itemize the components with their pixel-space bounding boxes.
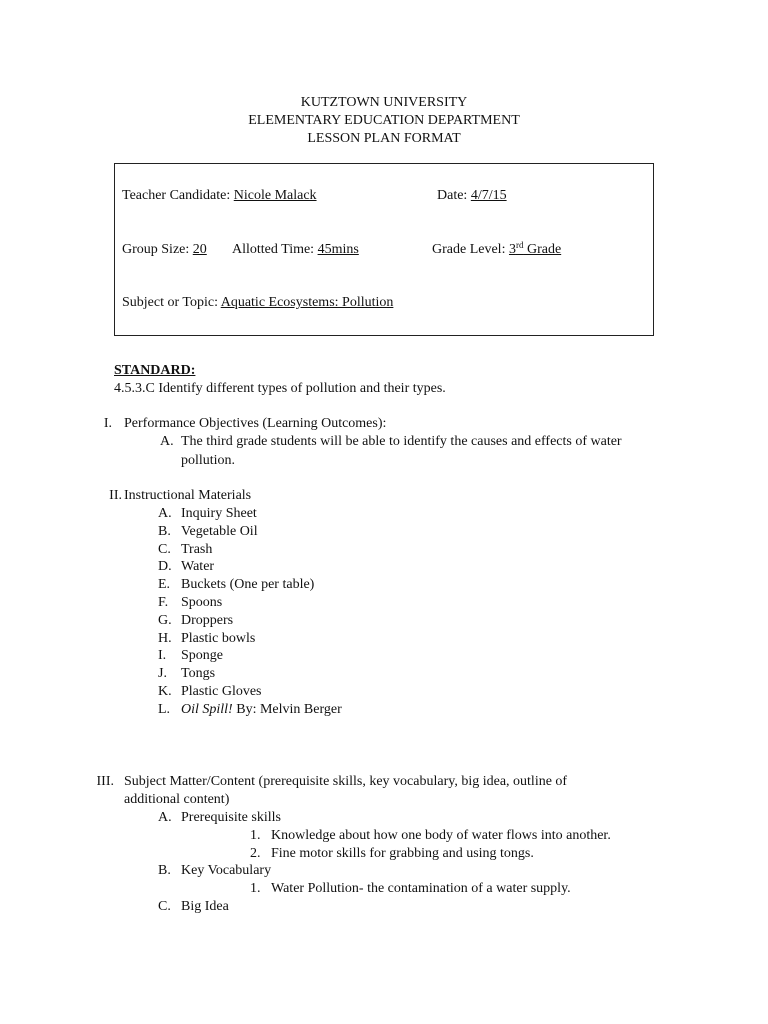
section-2-title: Instructional Materials <box>124 488 252 503</box>
big-idea-letter: C. <box>158 899 171 914</box>
section-1-numeral: I. <box>103 416 112 431</box>
material-item: Droppers <box>181 613 234 628</box>
material-letter: G. <box>158 613 172 628</box>
group-size-label: Group Size: <box>122 242 190 257</box>
material-letter: I. <box>158 648 167 663</box>
material-item: Plastic bowls <box>181 631 256 646</box>
prereq-heading: Prerequisite skills <box>181 810 281 825</box>
section-1-item-line1: The third grade students will be able to identify the causes and effects of water <box>181 434 622 449</box>
allotted-time-value: 45mins <box>317 242 359 257</box>
section-3-title-line2: additional content) <box>124 792 230 807</box>
teacher-label: Teacher Candidate: <box>122 188 231 203</box>
prereq-1-text: Knowledge about how one body of water flows into another. <box>271 828 611 843</box>
allotted-time-label: Allotted Time: <box>232 242 315 257</box>
department-heading: ELEMENTARY EDUCATION DEPARTMENT <box>248 113 520 128</box>
standard-heading: STANDARD: <box>114 363 196 378</box>
date-row <box>437 187 507 204</box>
section-3-title-line1: Subject Matter/Content (prerequisite skills, key vocabulary, big idea, outline of <box>124 774 568 789</box>
grade-level-value: 3rd Grade <box>508 240 562 257</box>
material-letter: B. <box>158 524 171 539</box>
material-letter: D. <box>158 559 172 574</box>
material-item: Tongs <box>181 666 216 681</box>
teacher-value: Nicole Malack <box>233 188 317 203</box>
teacher-candidate-row <box>122 187 317 204</box>
material-letter: A. <box>158 506 172 521</box>
subject-label: Subject or Topic: <box>122 295 218 310</box>
university-heading: KUTZTOWN UNIVERSITY <box>300 95 468 110</box>
subject-value: Aquatic Ecosystems: Pollution <box>220 295 394 310</box>
material-item: Water <box>181 559 215 574</box>
section-1-item-letter: A. <box>160 434 174 449</box>
material-item: Spoons <box>181 595 223 610</box>
material-letter: F. <box>158 595 169 610</box>
date-value: 4/7/15 <box>470 188 507 203</box>
book-author: By: Melvin Berger <box>232 702 342 717</box>
allotted-time-row <box>232 241 359 258</box>
material-item: Sponge <box>181 648 223 663</box>
format-heading: LESSON PLAN FORMAT <box>307 131 461 146</box>
material-item: Inquiry Sheet <box>181 506 257 521</box>
grade-level-label: Grade Level: <box>432 242 506 257</box>
subject-topic-row <box>122 294 393 311</box>
section-1-title: Performance Objectives (Learning Outcomes): <box>124 416 387 431</box>
group-size-value: 20 <box>192 242 207 257</box>
material-letter: J. <box>158 666 167 681</box>
material-letter: E. <box>158 577 171 592</box>
material-letter: L. <box>158 702 171 717</box>
prereq-letter: A. <box>158 810 172 825</box>
material-letter: K. <box>158 684 172 699</box>
material-letter: C. <box>158 542 171 557</box>
vocab-1-num: 1. <box>250 881 261 896</box>
material-item: Buckets (One per table) <box>181 577 315 592</box>
grade-level-row <box>432 241 561 258</box>
book-title: Oil Spill! <box>181 702 233 717</box>
standard-text: 4.5.3.C Identify different types of pollution and their types. <box>114 381 446 396</box>
section-3-numeral: III. <box>96 774 114 789</box>
material-item: Trash <box>181 542 213 557</box>
material-letter: H. <box>158 631 172 646</box>
material-item <box>181 701 342 718</box>
vocab-letter: B. <box>158 863 171 878</box>
prereq-2-num: 2. <box>250 846 261 861</box>
group-size-row <box>122 241 207 258</box>
vocab-heading: Key Vocabulary <box>181 863 272 878</box>
section-1-item-line2: pollution. <box>181 453 236 468</box>
prereq-2-text: Fine motor skills for grabbing and using tongs. <box>271 846 534 861</box>
vocab-1-text: Water Pollution- the contamination of a water supply. <box>271 881 571 896</box>
big-idea-heading: Big Idea <box>181 899 229 914</box>
prereq-1-num: 1. <box>250 828 261 843</box>
material-item: Vegetable Oil <box>181 524 258 539</box>
section-2-numeral: II. <box>109 488 122 503</box>
material-item: Plastic Gloves <box>181 684 262 699</box>
date-label: Date: <box>437 188 468 203</box>
